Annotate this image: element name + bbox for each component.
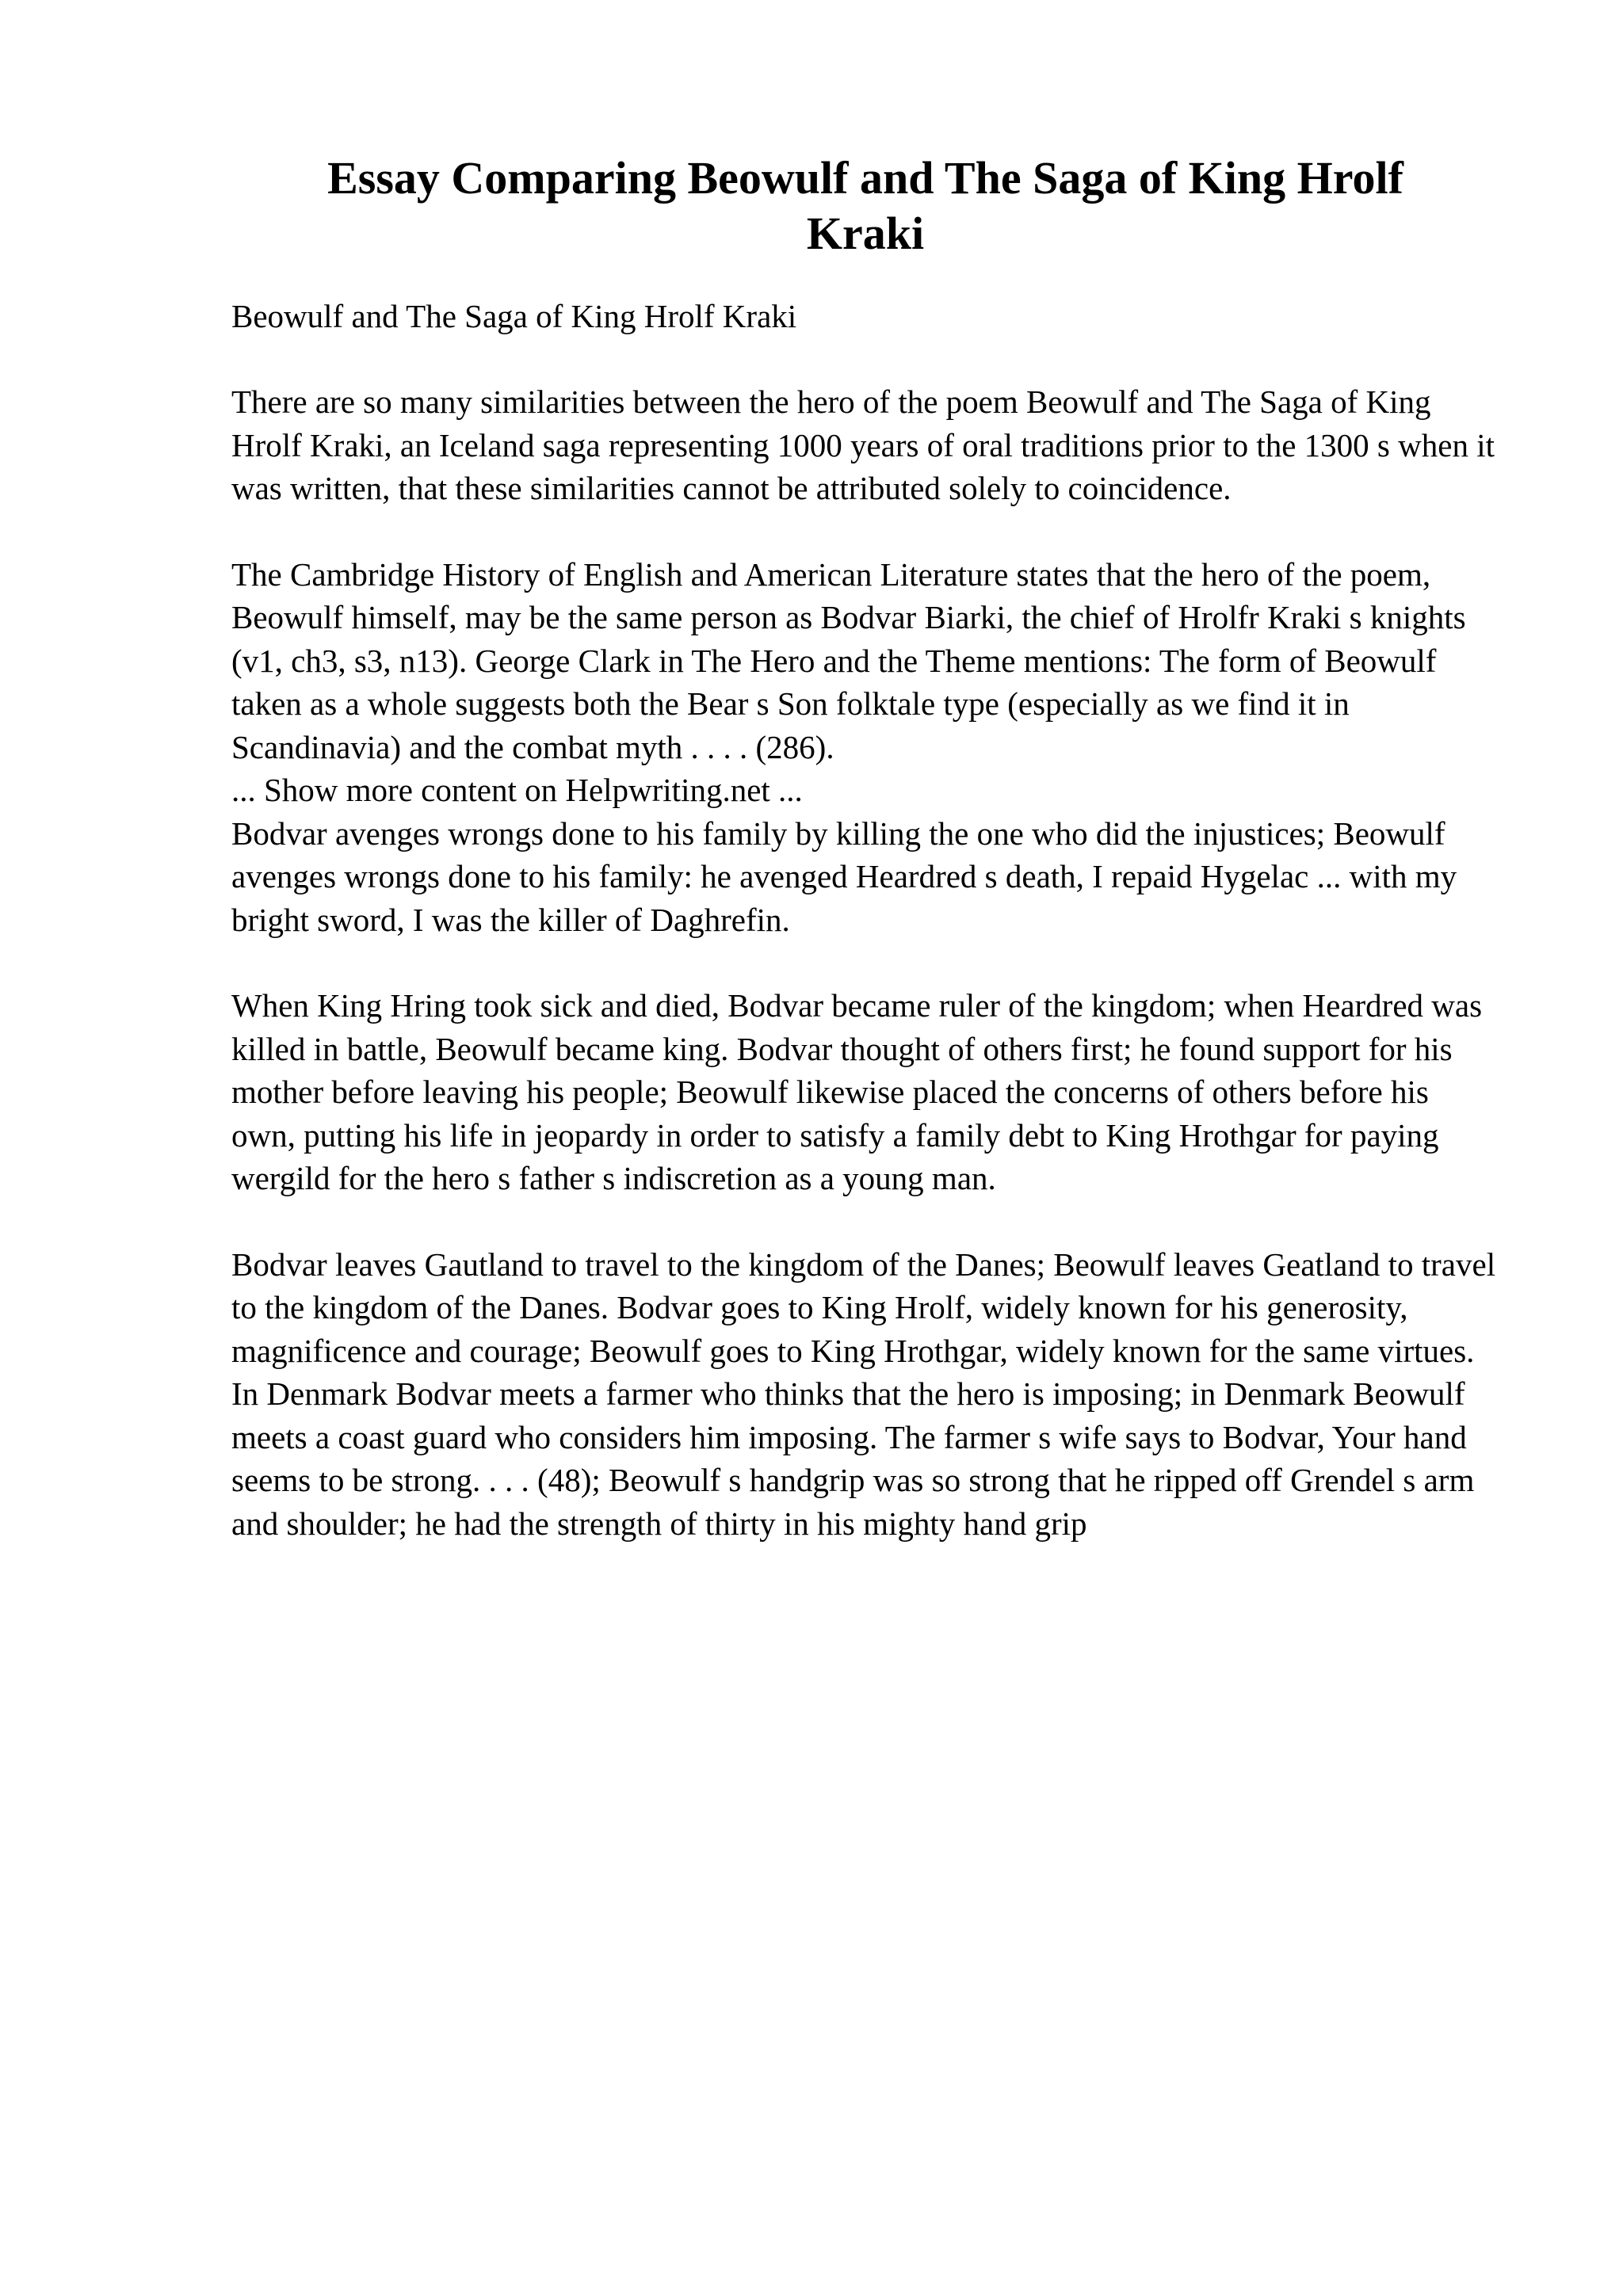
paragraph-4: When King Hring took sick and died, Bodvar became ruler of the kingdom; when Heardred was killed in battle, Beowulf became king. Bodvar thought of others first; he found support for his mother before leaving his people; Beowulf likewise placed the concerns of others before his own, putting his life in jeopardy in order to satisfy a family debt to King Hrothgar for paying wergild for the hero s father s indiscretion as a young man. [231, 987, 1483, 1196]
show-more-notice: ... Show more content on Helpwriting.net ... [231, 772, 803, 808]
paragraph-3: Bodvar avenges wrongs done to his family by killing the one who did the injustices; Beowulf avenges wrongs done to his family: he avenged Heardred s death, I repaid Hygelac ... with my bright sword, I was the killer of Daghrefin. [231, 814, 1457, 938]
paragraph-2: The Cambridge History of English and American Literature states that the hero of the poem, Beowulf himself, may be the same person as Bodvar Biarki, the chief of Hrolfr Kraki s knights (v1, ch3, s3, n13). George Clark in The Hero and the Theme mentions: The form of Beowulf taken as a whole suggests both the Bear s Son folktale type (especially as we find it in Scandinavia) and the combat myth . . . . (286). [231, 555, 1466, 765]
document-title: Essay Comparing Beowulf and The Saga of King Hrolf Kraki [327, 152, 1403, 259]
paragraph-5: Bodvar leaves Gautland to travel to the kingdom of the Danes; Beowulf leaves Geatland to travel to the kingdom of the Danes. Bodvar goes to King Hrolf, widely known for his generosity, magnificence and courage; Beowulf goes to King Hrothgar, widely known for the same virtues. In Denmark Bodvar meets a farmer who thinks that the hero is imposing; in Denmark Beowulf meets a coast guard who considers him imposing. The farmer s wife says to Bodvar, Your hand seems to be strong. . . . (48); Beowulf s handgrip was so strong that he ripped off Grendel s arm and shoulder; he had the strength of thirty in his mighty hand grip [231, 1245, 1496, 1542]
document-subtitle: Beowulf and The Saga of King Hrolf Kraki [231, 298, 797, 334]
document-page [231, 151, 1499, 1545]
paragraph-1: There are so many similarities between the hero of the poem Beowulf and The Saga of King Hrolf Kraki, an Iceland saga representing 1000 years of oral traditions prior to the 1300 s when it was written, that these similarities cannot be attributed solely to coincidence. [231, 383, 1495, 506]
